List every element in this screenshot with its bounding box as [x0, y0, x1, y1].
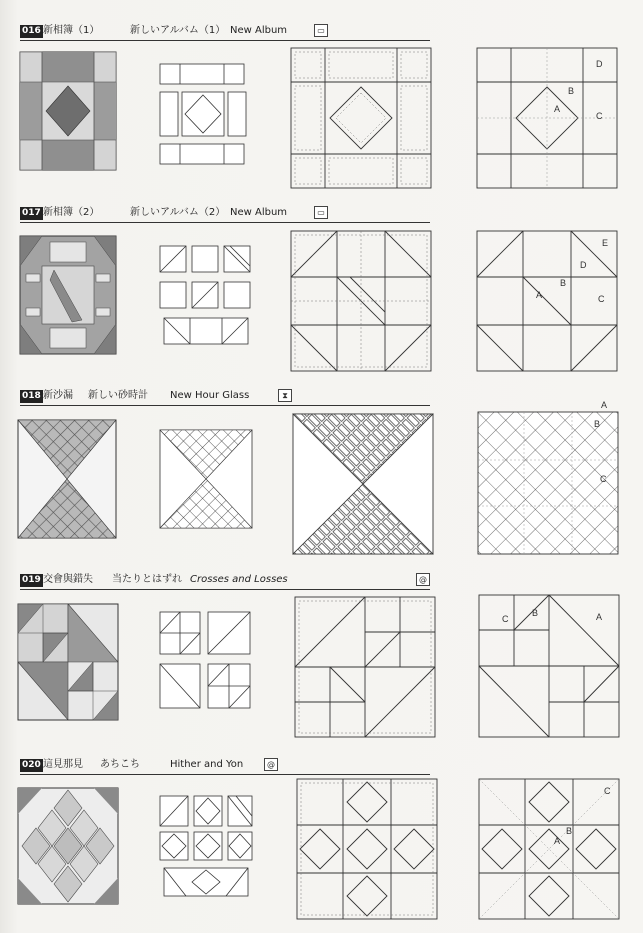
label-c: C	[604, 786, 611, 796]
header-rule	[20, 589, 430, 590]
label-d: D	[580, 260, 587, 270]
japanese-title: 新しいアルバム（1）	[130, 25, 226, 36]
chinese-title: 新沙漏	[43, 390, 73, 401]
label-b: B	[566, 826, 573, 836]
section-number: 017	[22, 208, 41, 218]
spiral-icon: @	[264, 758, 278, 771]
label-b: B	[568, 86, 575, 96]
header-rule	[20, 222, 430, 223]
quilt-block-016-colored	[20, 52, 116, 170]
label-d: D	[596, 59, 603, 69]
quilt-pattern-017	[290, 230, 432, 372]
label-c: C	[596, 111, 603, 121]
quilt-template-018	[476, 400, 620, 556]
header-rule	[20, 405, 430, 406]
english-title: New Album	[230, 25, 288, 36]
section-header-016	[20, 24, 430, 42]
quilt-template-019	[478, 594, 620, 738]
label-a: A	[554, 104, 561, 114]
section-number: 016	[22, 26, 41, 36]
english-title: Hither and Yon	[170, 759, 244, 770]
chinese-title: 新相簿（1）	[43, 25, 100, 36]
english-title: New Album	[230, 207, 288, 218]
label-b: B	[560, 278, 567, 288]
section-header-017	[20, 206, 430, 224]
quilt-block-020-colored	[18, 788, 118, 904]
label-b: B	[594, 419, 601, 429]
section-number: 020	[22, 760, 41, 770]
chinese-title: 新相簿（2）	[43, 207, 100, 218]
quilt-pattern-018	[292, 413, 434, 555]
quilt-pattern-016	[290, 47, 432, 189]
label-c: C	[502, 614, 509, 624]
quilt-block-017-colored	[20, 236, 116, 354]
label-c: C	[598, 294, 605, 304]
header-rule	[20, 774, 430, 775]
section-header-019	[20, 573, 430, 591]
japanese-title: 新しいアルバム（2）	[130, 207, 226, 218]
quilt-pieces-019	[158, 610, 252, 710]
hourglass-icon: ⧗	[278, 389, 292, 402]
section-header-020	[20, 758, 430, 776]
chinese-title: 這見那見	[43, 759, 83, 770]
quilt-block-018-colored	[18, 420, 116, 538]
english-title: New Hour Glass	[170, 390, 250, 401]
section-header-018	[20, 389, 430, 407]
english-title: Crosses and Losses	[190, 574, 288, 585]
japanese-title: 新しい砂時計	[88, 390, 148, 401]
quilt-pieces-018	[158, 428, 254, 530]
quilt-template-017	[476, 230, 618, 372]
quilt-pattern-020	[296, 778, 438, 920]
quilt-pieces-016	[158, 62, 246, 166]
label-b: B	[532, 608, 539, 618]
japanese-title: あちこち	[100, 759, 140, 770]
quilt-template-016	[476, 47, 618, 189]
label-e: E	[602, 238, 609, 248]
quilt-block-019-colored	[18, 604, 118, 720]
chinese-title: 交會與錯失	[43, 574, 93, 585]
label-c: C	[600, 474, 607, 484]
album-icon: ▭	[314, 24, 328, 37]
quilt-pieces-020	[158, 794, 254, 898]
spiral-icon: @	[416, 573, 430, 586]
quilt-pattern-019	[294, 596, 436, 738]
quilt-pieces-017	[158, 244, 254, 346]
label-a: A	[596, 612, 603, 622]
section-number: 018	[22, 391, 41, 401]
header-rule	[20, 40, 430, 41]
album-icon: ▭	[314, 206, 328, 219]
label-a: A	[554, 836, 561, 846]
label-a: A	[601, 400, 608, 410]
section-number: 019	[22, 575, 41, 585]
quilt-template-020	[478, 778, 620, 920]
japanese-title: 当たりとはずれ	[112, 574, 182, 585]
label-a: A	[536, 290, 543, 300]
